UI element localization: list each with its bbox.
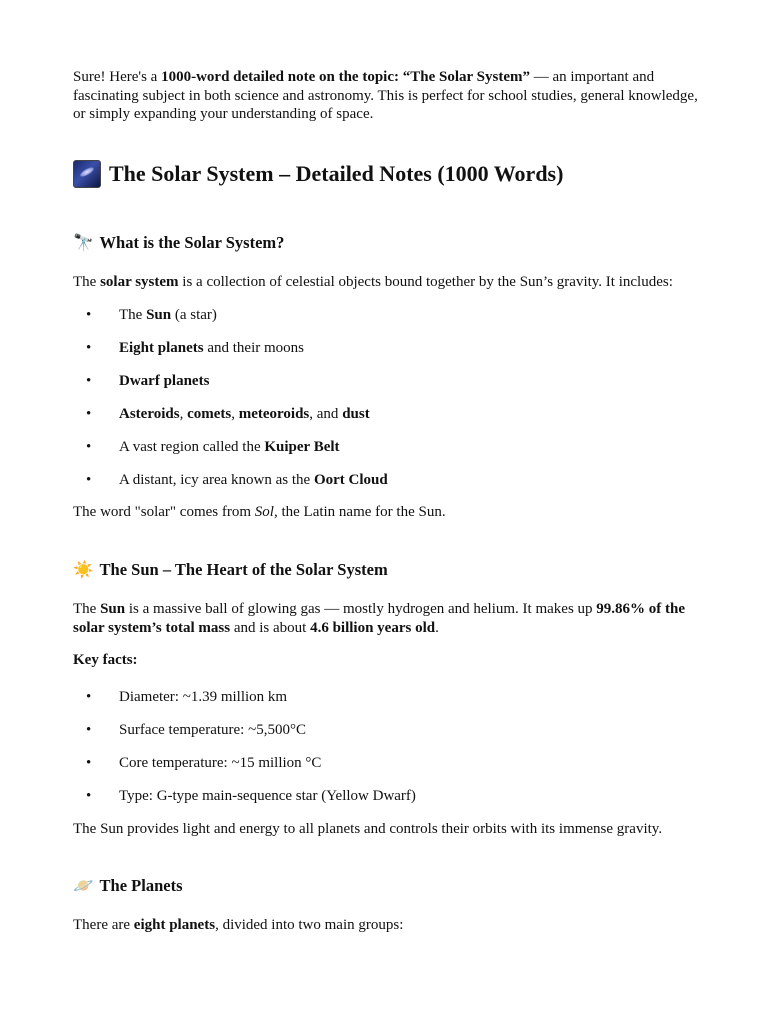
section-heading-sun: ☀️ The Sun – The Heart of the Solar System	[73, 560, 388, 579]
list-item: • Dwarf planets	[86, 373, 210, 389]
sun-description: The Sun is a massive ball of glowing gas — mostly hydrogen and helium. It makes up 99.86% of the solar system’s total mass and is about 4.6 billion years old.	[73, 601, 686, 636]
intro-paragraph: Sure! Here's a 1000-word detailed note on the topic: “The Solar System” — an important and fascinating subject in both science and astronomy. This is perfect for school studies, general knowledge, or simply expanding your understanding of space.	[73, 69, 698, 122]
document-title: The Solar System – Detailed Notes (1000 Words)	[73, 159, 563, 189]
planets-intro: There are eight planets, divided into two main groups:	[73, 917, 404, 933]
key-facts-label: Key facts:	[73, 652, 138, 668]
solar-word-origin: The word "solar" comes from Sol, the Latin name for the Sun.	[73, 504, 446, 520]
solar-system-definition: The solar system is a collection of celestial objects bound together by the Sun’s gravity. It includes:	[73, 274, 673, 290]
milky-way-icon	[73, 160, 101, 188]
telescope-icon: 🔭	[73, 233, 94, 252]
list-item: • A distant, icy area known as the Oort Cloud	[86, 472, 388, 488]
solar-system-components-list	[73, 306, 698, 504]
list-item: • Eight planets and their moons	[86, 340, 305, 356]
list-item: • Type: G-type main-sequence star (Yellow Dwarf)	[86, 788, 416, 804]
section-heading-what-is: 🔭 What is the Solar System?	[73, 233, 285, 252]
list-item: • Diameter: ~1.39 million km	[86, 689, 288, 705]
list-item: • A vast region called the Kuiper Belt	[86, 439, 340, 455]
list-item: • The Sun (a star)	[86, 307, 217, 323]
sun-icon: ☀️	[73, 560, 94, 579]
sun-role-paragraph: The Sun provides light and energy to all planets and controls their orbits with its immense gravity.	[73, 821, 663, 837]
list-item: • Core temperature: ~15 million °C	[86, 755, 322, 771]
section-heading-planets: 🪐 The Planets	[73, 876, 183, 895]
list-item: • Surface temperature: ~5,500°C	[86, 722, 306, 738]
ringed-planet-icon: 🪐	[73, 876, 94, 895]
list-item: • Asteroids, comets, meteoroids, and dust	[86, 406, 370, 422]
sun-facts-list	[73, 688, 698, 820]
